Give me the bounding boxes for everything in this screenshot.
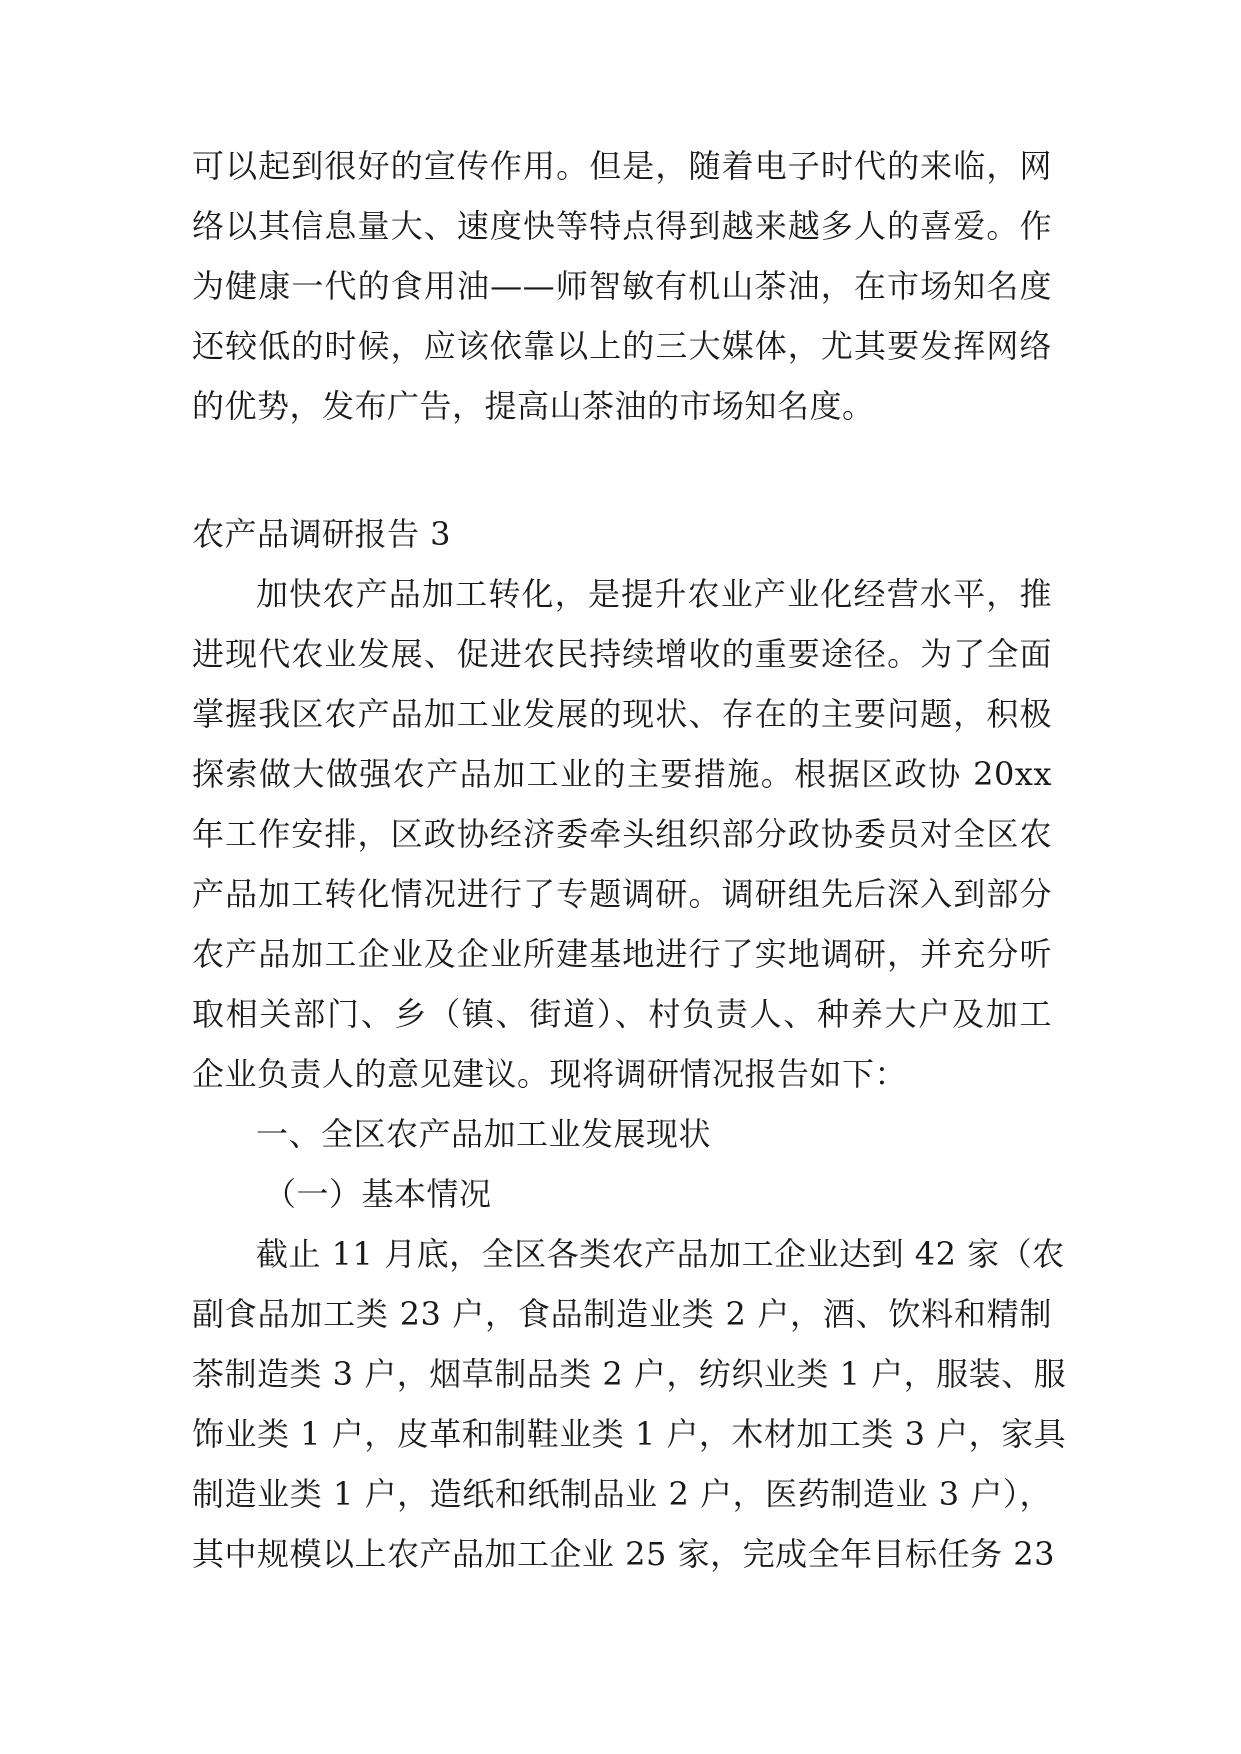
subsection-heading: （一）基本情况 — [264, 1175, 492, 1213]
stats-line-2: 副食品加工类 23 户，食品制造业类 2 户，酒、饮料和精制 — [192, 1295, 1052, 1333]
stats-line-6: 其中规模以上农产品加工企业 25 家，完成全年目标任务 23 — [192, 1535, 1055, 1573]
stats-line-5: 制造业类 1 户，造纸和纸制品业 2 户，医药制造业 3 户）， — [192, 1475, 1052, 1513]
stats-line-4: 饰业类 1 户，皮革和制鞋业类 1 户，木材加工类 3 户，家具 — [192, 1415, 1067, 1453]
intro-line-2: 络以其信息量大、速度快等特点得到越来越多人的喜爱。作 — [192, 207, 1052, 245]
main-line-9: 企业负责人的意见建议。现将调研情况报告如下： — [192, 1055, 908, 1093]
intro-line-1: 可以起到很好的宣传作用。但是，随着电子时代的来临，网 — [192, 147, 1052, 185]
stats-line-3: 茶制造类 3 户，烟草制品类 2 户，纺织业类 1 户，服装、服 — [192, 1355, 1067, 1393]
main-line-7: 农产品加工企业及企业所建基地进行了实地调研，并充分听 — [192, 935, 1052, 973]
stats-line-1: 截止 11 月底，全区各类农产品加工企业达到 42 家（农 — [256, 1235, 1065, 1273]
main-line-3: 掌握我区农产品加工业发展的现状、存在的主要问题，积极 — [192, 695, 1052, 733]
main-line-8: 取相关部门、乡（镇、街道）、村负责人、种养大户及加工 — [192, 995, 1052, 1033]
main-line-4: 探索做大做强农产品加工业的主要措施。根据区政协 20xx — [192, 755, 1052, 793]
intro-line-4: 还较低的时候，应该依靠以上的三大媒体，尤其要发挥网络 — [192, 327, 1052, 365]
intro-line-5: 的优势，发布广告，提高山茶油的市场知名度。 — [192, 387, 875, 425]
report-title: 农产品调研报告 3 — [192, 515, 452, 553]
intro-line-3: 为健康一代的食用油——师智敏有机山茶油，在市场知名度 — [192, 267, 1052, 305]
main-line-1: 加快农产品加工转化，是提升农业产业化经营水平，推 — [256, 575, 1052, 613]
section-heading: 一、全区农产品加工业发展现状 — [256, 1115, 712, 1153]
main-line-5: 年工作安排，区政协经济委牵头组织部分政协委员对全区农 — [192, 815, 1052, 853]
main-line-6: 产品加工转化情况进行了专题调研。调研组先后深入到部分 — [192, 875, 1052, 913]
main-line-2: 进现代农业发展、促进农民持续增收的重要途径。为了全面 — [192, 635, 1052, 673]
